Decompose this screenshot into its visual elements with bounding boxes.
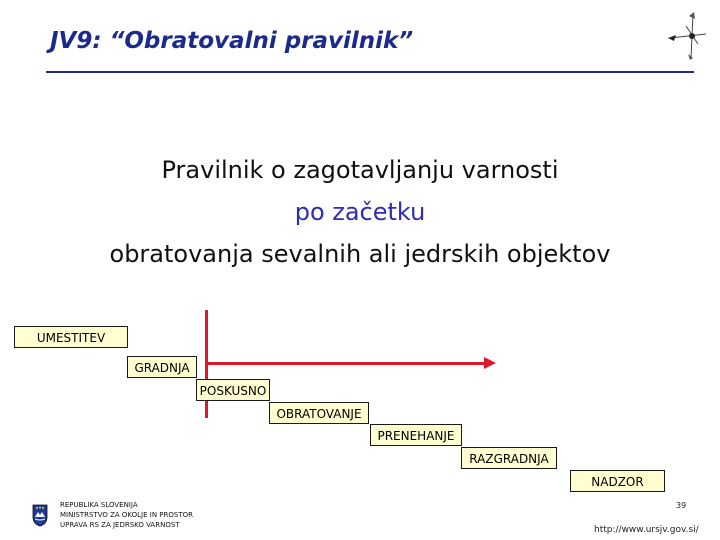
stage-prenehanje: PRENEHANJE — [370, 424, 462, 446]
coat-of-arms-icon — [32, 503, 48, 527]
stage-obratovanje: OBRATOVANJE — [269, 402, 369, 424]
page-number: 39 — [676, 501, 687, 510]
footer-institution — [60, 500, 193, 530]
arrow-right-icon — [484, 357, 496, 369]
logo-icon — [660, 10, 708, 62]
heading-line-3: obratovanja sevalnih ali jedrskih objektov — [109, 240, 611, 268]
stage-gradnja: GRADNJA — [127, 356, 197, 378]
heading-line-1: Pravilnik o zagotavljanju varnosti — [161, 156, 559, 184]
stage-razgradnja: RAZGRADNJA — [461, 447, 557, 469]
footer-line-2: MINISTRSTVO ZA OKOLJE IN PROSTOR — [60, 511, 193, 519]
slide-title: JV9: “Obratovalni pravilnik” — [50, 28, 414, 54]
heading-line-2: po začetku — [294, 198, 426, 226]
title-divider — [46, 71, 694, 73]
stage-nadzor: NADZOR — [570, 470, 665, 492]
footer-line-3: UPRAVA RS ZA JEDRSKO VARNOST — [60, 521, 180, 529]
footer-line-1: REPUBLIKA SLOVENIJA — [60, 501, 138, 509]
footer-url-link[interactable]: http://www.ursjv.gov.si/ — [594, 525, 699, 535]
stage-umestitev: UMESTITEV — [14, 326, 128, 348]
arrow-shaft — [208, 362, 490, 365]
stage-poskusno: POSKUSNO — [196, 379, 270, 401]
